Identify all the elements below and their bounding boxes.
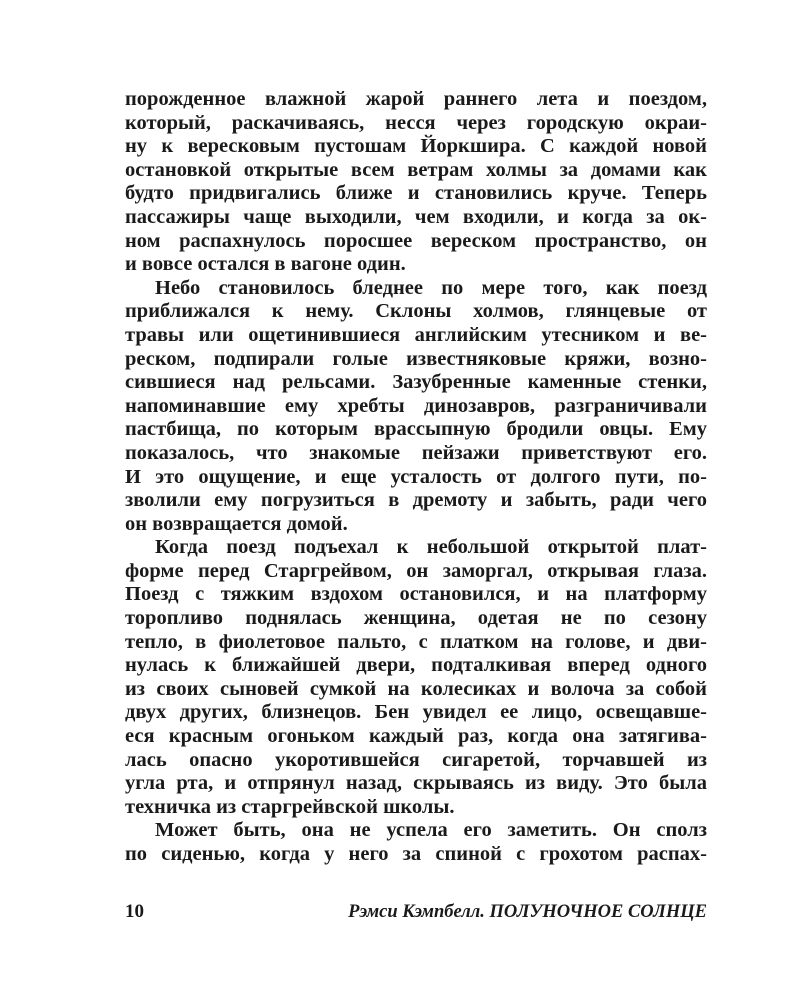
text-line: зволили ему погрузиться в дремоту и забыть, ради чего bbox=[125, 489, 707, 512]
text-line: и вовсе остался в вагоне один. bbox=[125, 253, 406, 276]
text-line: ном распахнулось поросшее вереском пространство, он bbox=[125, 229, 707, 252]
text-line: приближался к нему. Склоны холмов, глянцевые от bbox=[125, 300, 707, 323]
text-line: он возвращается домой. bbox=[125, 512, 348, 535]
text-line: сившиеся над рельсами. Зазубренные каменные стенки, bbox=[125, 371, 707, 394]
text-line: угла рта, и отпрянул назад, скрываясь из виду. Это была bbox=[125, 772, 707, 795]
text-line: тепло, в фиолетовое пальто, с платком на голове, и дви- bbox=[125, 630, 707, 653]
text-line: порожденное влажной жарой раннего лета и поездом, bbox=[125, 88, 707, 110]
text-line: нулась к ближайшей двери, подталкивая вперед одного bbox=[125, 654, 707, 677]
text-line: техничка из старгрейвской школы. bbox=[125, 795, 455, 818]
text-line: остановкой открытые всем ветрам холмы за домами как bbox=[125, 158, 707, 181]
text-line: лась опасно укоротившейся сигаретой, торчавшей из bbox=[125, 748, 707, 771]
page-footer bbox=[125, 899, 707, 925]
page-number: 10 bbox=[125, 901, 144, 922]
paragraph-first-line: Небо становилось бледнее по мере того, как поезд bbox=[155, 276, 707, 299]
text-line: И это ощущение, и еще усталость от долгого пути, по- bbox=[125, 465, 707, 488]
text-line: будто придвигались ближе и становились круче. Теперь bbox=[125, 182, 707, 205]
paragraph-first-line: Может быть, она не успела его заметить. Он сполз bbox=[155, 819, 707, 842]
running-title: Рэмси Кэмпбелл. ПОЛУНОЧНОЕ СОЛНЦЕ bbox=[348, 902, 707, 922]
text-line: из своих сыновей сумкой на колесиках и волоча за собой bbox=[125, 677, 707, 700]
text-line: форме перед Старгрейвом, он заморгал, открывая глаза. bbox=[125, 559, 707, 582]
paragraph-first-line: Когда поезд подъехал к небольшой открытой плат- bbox=[155, 536, 707, 559]
text-line: пастбища, по которым врассыпную бродили овцы. Ему bbox=[125, 418, 707, 441]
text-line: который, раскачиваясь, несся через городскую окраи- bbox=[125, 111, 707, 134]
text-line: реском, подпирали голые известняковые кряжи, возно- bbox=[125, 347, 707, 370]
text-line: по сиденью, когда у него за спиной с грохотом распах- bbox=[125, 843, 707, 865]
text-line: показалось, что знакомые пейзажи приветствуют его. bbox=[125, 441, 707, 464]
text-line: двух других, близнецов. Бен увидел ее лицо, освещавше- bbox=[125, 701, 707, 724]
text-line: напоминавшие ему хребты динозавров, разграничивали bbox=[125, 394, 707, 417]
body-text bbox=[125, 88, 707, 867]
text-line: еся красным огоньком каждый раз, когда она затягива- bbox=[125, 725, 707, 748]
text-line: пассажиры чаще выходили, чем входили, и когда за ок- bbox=[125, 205, 707, 228]
text-line: ну к вересковым пустошам Йоркшира. С каждой новой bbox=[125, 135, 707, 158]
text-line: травы или ощетинившиеся английским утесником и ве- bbox=[125, 323, 707, 346]
text-line: торопливо поднялась женщина, одетая не по сезону bbox=[125, 607, 707, 630]
text-line: Поезд с тяжким вздохом остановился, и на платформу bbox=[125, 583, 707, 606]
